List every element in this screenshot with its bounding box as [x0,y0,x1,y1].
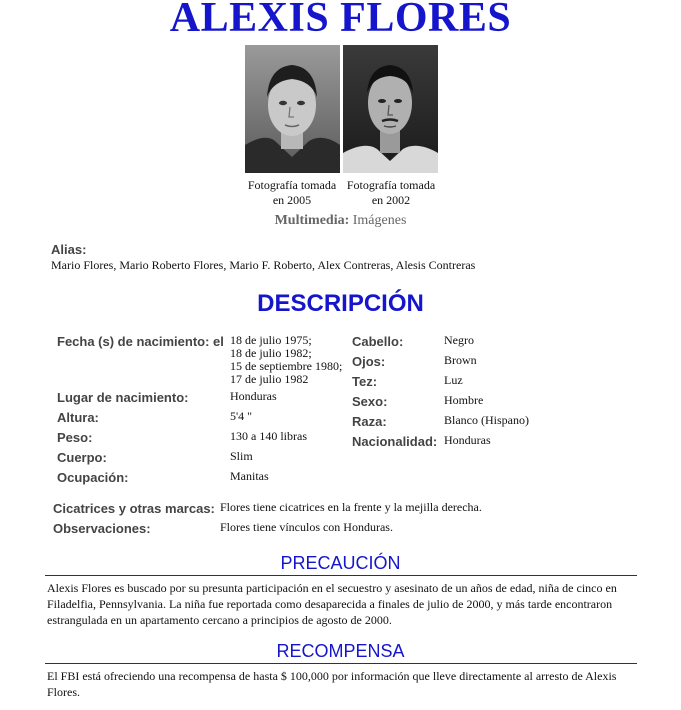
birthdate-value: 18 de julio 1975; 18 de julio 1982; 15 de septiembre 1980; 17 de julio 1982 [230,333,343,386]
photo-caption-line: en 2005 [272,193,312,207]
observations-label: Observaciones: [53,521,151,536]
build-label: Cuerpo: [57,450,107,465]
eyes-label: Ojos: [352,354,386,369]
multimedia-line [0,213,681,229]
eyes-value: Brown [444,353,477,367]
nationality-value: Honduras [444,433,491,447]
birthdate-label: Fecha (s) de nacimiento: el [57,334,224,349]
photo-caption-line: Fotografía tomada [346,178,436,192]
race-label: Raza: [352,414,387,429]
marks-value: Flores tiene cicatrices en la frente y la mejilla derecha. [220,500,482,514]
nationality-label: Nacionalidad: [352,434,438,449]
suspect-photo-2002[interactable] [343,45,438,173]
weight-label: Peso: [57,430,93,445]
photo-caption-line: Fotografía tomada [247,178,337,192]
alias-label: Alias: [51,242,87,257]
multimedia-label: Multimedia: [274,213,350,228]
complexion-value: Luz [444,373,463,387]
reward-text: El FBI está ofreciendo una recompensa de hasta $ 100,000 por información que lleve directamente al arresto de Alexis Flores. [47,669,617,699]
multimedia-images-link[interactable]: Imágenes [352,213,407,228]
occupation-value: Manitas [230,469,269,483]
marks-label: Cicatrices y otras marcas: [53,501,215,516]
sex-label: Sexo: [352,394,388,409]
photo-caption-2005 [237,178,347,208]
photo-caption-line: en 2002 [371,193,411,207]
caution-divider [45,575,637,576]
page-title: ALEXIS FLORES [169,0,512,41]
hair-label: Cabello: [352,334,404,349]
reward-heading: RECOMPENSA [276,641,405,661]
reward-divider [45,663,637,664]
suspect-photo-2005-image [245,45,340,173]
caution-heading: PRECAUCIÓN [280,553,401,573]
hair-value: Negro [444,333,474,347]
suspect-photo-2002-image [343,45,438,173]
alias-value: Mario Flores, Mario Roberto Flores, Mario F. Roberto, Alex Contreras, Alesis Contreras [51,258,476,272]
build-value: Slim [230,449,253,463]
height-label: Altura: [57,410,99,425]
description-heading: DESCRIPCIÓN [257,290,424,317]
birthplace-label: Lugar de nacimiento: [57,390,189,405]
birthplace-value: Honduras [230,389,277,403]
caution-text: Alexis Flores es buscado por su presunta participación en el secuestro y asesinato de un años de edad, niña de cinco en Filadelfia, Pennsylvania. La niña fue reportada como desaparecida a finales de julio de 2000, y más tarde encontraron estrangulada en un apartamento cercano a principios de agosto de 2000. [47,581,617,627]
weight-value: 130 a 140 libras [230,429,307,443]
sex-value: Hombre [444,393,484,407]
race-value: Blanco (Hispano) [444,413,529,427]
photo-caption-2002 [336,178,446,208]
occupation-label: Ocupación: [57,470,129,485]
complexion-label: Tez: [352,374,378,389]
suspect-photo-2005[interactable] [245,45,340,173]
observations-value: Flores tiene vínculos con Honduras. [220,520,393,534]
height-value: 5'4 " [230,409,253,423]
